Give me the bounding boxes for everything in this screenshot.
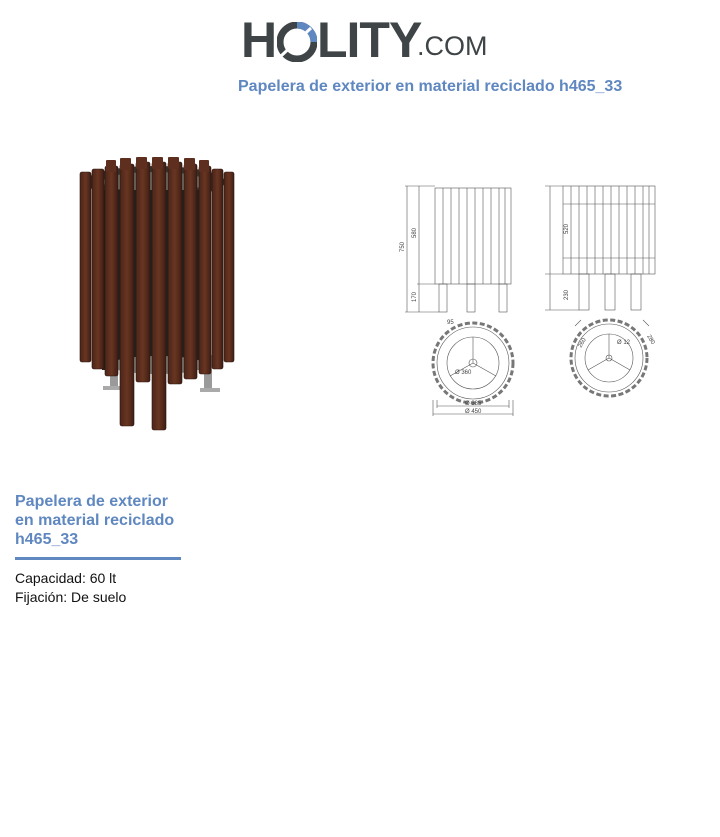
dim-total-height: 750 xyxy=(400,241,406,252)
spec-label: Capacidad: xyxy=(15,570,86,586)
spec-value: 60 lt xyxy=(89,570,117,586)
dim-leg-height-2: 230 xyxy=(564,289,570,300)
dim-outer-dia-1: Ø 385 xyxy=(465,401,482,407)
side-view-1 xyxy=(405,186,511,312)
dim-body-height-2: 520 xyxy=(564,223,570,234)
dim-body-height: 580 xyxy=(412,227,418,238)
product-title-line: Papelera de exterior xyxy=(15,493,168,510)
dim-b: Ø 12 xyxy=(617,340,631,346)
title-divider xyxy=(15,557,181,560)
product-photo xyxy=(70,150,245,435)
spec-fixing xyxy=(15,588,181,607)
product-title-line: en material reciclado xyxy=(15,512,175,529)
logo-letters-lity: LITY xyxy=(317,12,422,68)
dim-leg-height: 170 xyxy=(412,291,418,302)
side-view-2 xyxy=(545,186,655,310)
side-view-1-dims xyxy=(400,227,418,302)
dim-outer-dia-2: Ø 450 xyxy=(465,409,482,415)
side-view-2-dims xyxy=(564,223,570,300)
spec-value: De suelo xyxy=(71,589,127,605)
logo-letter-h: H xyxy=(241,12,277,68)
dim-inner-dia: Ø 360 xyxy=(455,370,472,376)
technical-drawing xyxy=(395,178,670,423)
dim-c: 280 xyxy=(645,334,656,346)
logo-o-icon xyxy=(277,22,317,62)
product-title-line: h465_33 xyxy=(15,531,79,548)
dim-slat: 95 xyxy=(447,320,454,326)
plan-view-2 xyxy=(571,320,649,396)
product-title xyxy=(15,492,181,549)
page-title: Papelera de exterior en material reciclado h465_33 xyxy=(238,78,623,95)
dim-a: 260 xyxy=(577,337,588,349)
spec-label: Fijación: xyxy=(15,589,68,605)
product-info xyxy=(15,492,181,607)
spec-capacity xyxy=(15,569,181,588)
logo-suffix: .COM xyxy=(417,31,488,61)
brand-logo[interactable] xyxy=(241,10,488,68)
